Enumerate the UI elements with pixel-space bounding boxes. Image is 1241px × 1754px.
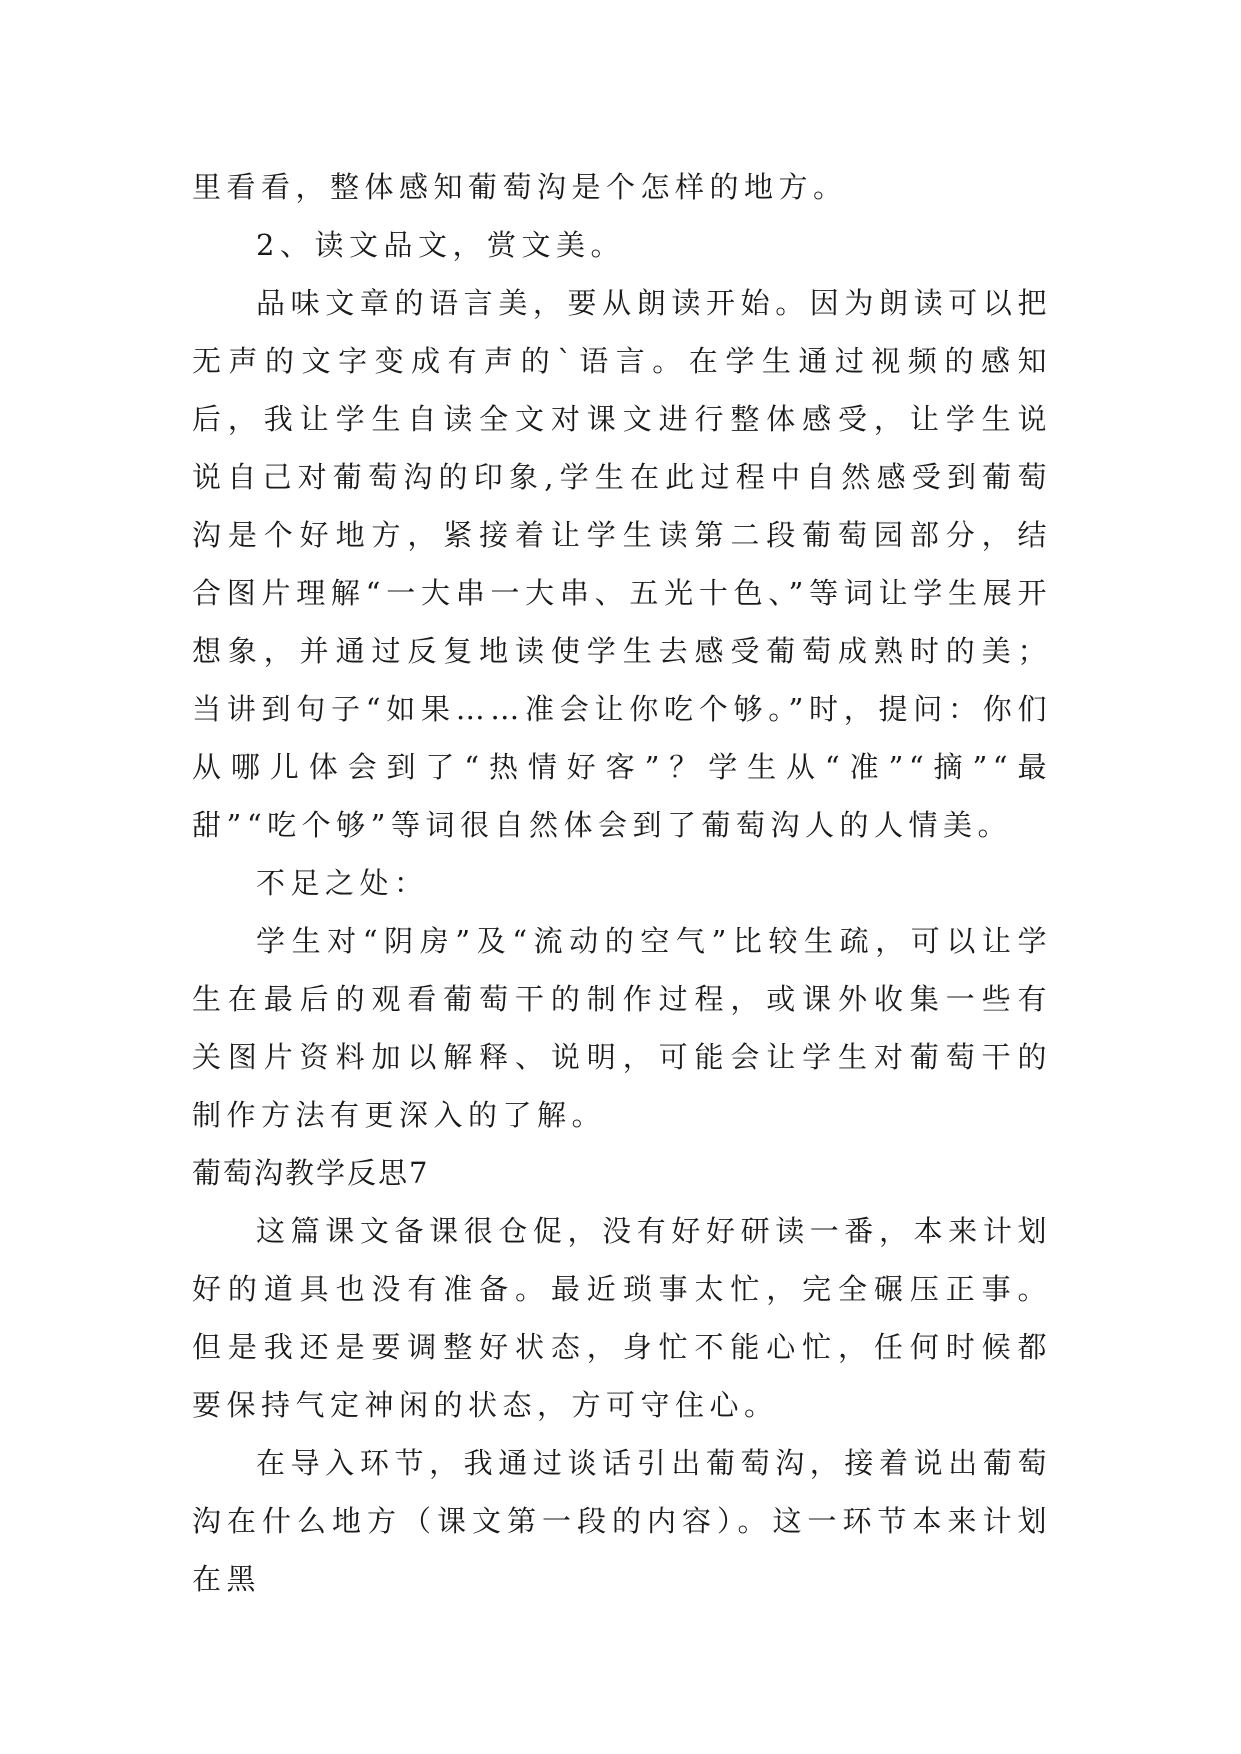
paragraph-shortcomings-label: 不足之处： [256,866,429,900]
section-heading-2: 2、读文品文，赏文美。 [256,228,625,262]
paragraph-shortcomings: 学生对“阴房”及“流动的空气”比较生疏，可以让学生在最后的观看葡萄干的制作过程，或课外收集一些有关图片资料加以解释、说明，可能会让学生对葡萄干的制作方法有更深入的了解。 [192,924,1052,1132]
article-title: 葡萄沟教学反思7 [192,1156,430,1190]
paragraph-continuation: 里看看，整体感知葡萄沟是个怎样的地方。 [192,170,848,204]
paragraph-introduction: 在导入环节，我通过谈话引出葡萄沟，接着说出葡萄沟在什么地方（课文第一段的内容）。这一环节本来计划在黑 [192,1446,1052,1596]
paragraph-preparation: 这篇课文备课很仓促，没有好好研读一番，本来计划好的道具也没有准备。最近琐事太忙，完全碾压正事。但是我还是要调整好状态，身忙不能心忙，任何时候都要保持气定神闲的状态，方可守住心。 [192,1214,1052,1422]
paragraph-reading-appreciation: 品味文章的语言美，要从朗读开始。因为朗读可以把无声的文字变成有声的`语言。在学生通过视频的感知后，我让学生自读全文对课文进行整体感受，让学生说说自己对葡萄沟的印象,学生在此过程中自然感受到葡萄沟是个好地方，紧接着让学生读第二段葡萄园部分，结合图片理解“一大串一大串、五光十色、”等词让学生展开想象，并通过反复地读使学生去感受葡萄成熟时的美；当讲到句子“如果……准会让你吃个够。”时，提问：你们从哪儿体会到了“热情好客”？学生从“准”“摘”“最甜”“吃个够”等词很自然体会到了葡萄沟人的人情美。 [192,286,1052,842]
document-body [192,158,1052,1608]
